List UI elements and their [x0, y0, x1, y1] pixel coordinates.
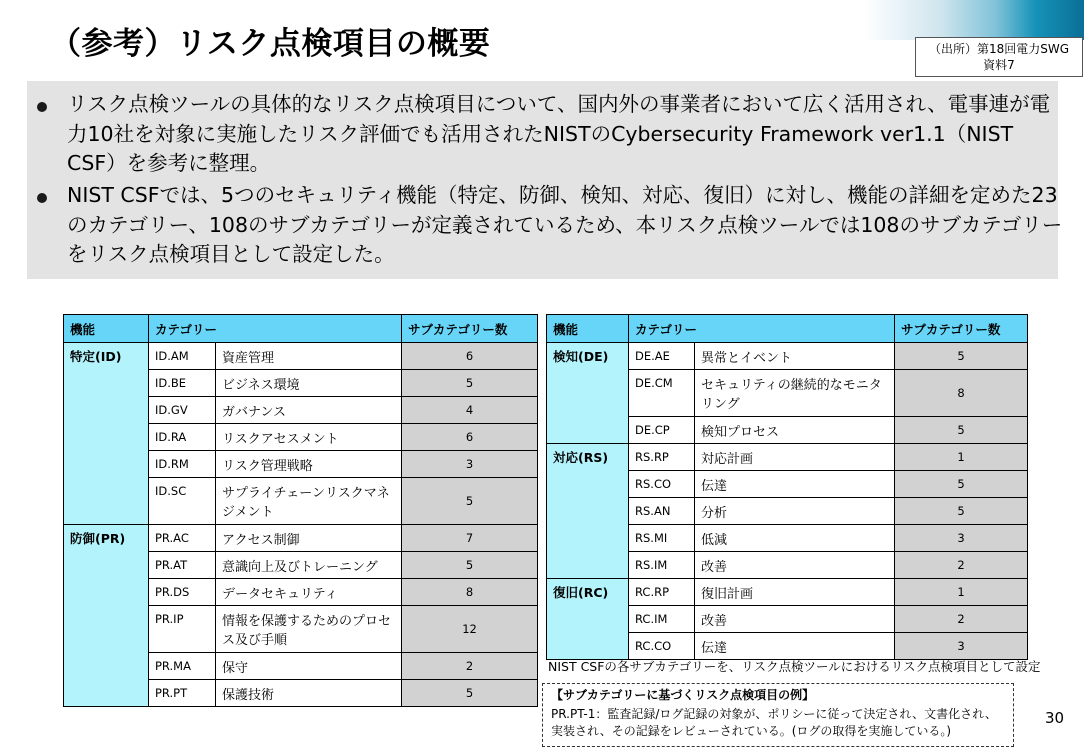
category-code: PR.AC — [149, 525, 216, 552]
category-code: DE.AE — [629, 343, 695, 370]
table-row — [547, 343, 1028, 370]
category-name: 異常とイベント — [695, 343, 895, 370]
table-row — [64, 343, 538, 370]
subcategory-count: 1 — [895, 444, 1028, 471]
category-code: PR.DS — [149, 579, 216, 606]
category-name: 保守 — [216, 653, 402, 680]
table-row — [64, 525, 538, 552]
header-function: 機能 — [64, 315, 149, 343]
subcategory-count: 5 — [402, 680, 538, 707]
category-code: RC.RP — [629, 579, 695, 606]
example-title: 【サブカテゴリーに基づくリスク点検項目の例】 — [551, 688, 815, 702]
category-name: ビジネス環境 — [216, 370, 402, 397]
category-code: ID.AM — [149, 343, 216, 370]
subcategory-count: 7 — [402, 525, 538, 552]
category-code: PR.IP — [149, 606, 216, 653]
subcategory-count: 2 — [895, 552, 1028, 579]
category-name: 検知プロセス — [695, 417, 895, 444]
summary-bullet-2-text: NIST CSFでは、5つのセキュリティ機能（特定、防御、検知、対応、復旧）に対し、機能の詳細を定めた23のカテゴリー、108のサブカテゴリーが定義されているため、本リスク点検ツールでは108のサブカテゴリーをリスク点検項目として設定した。 — [67, 183, 1063, 266]
category-code: DE.CM — [629, 370, 695, 417]
subcategory-count: 2 — [402, 653, 538, 680]
subcategory-count: 5 — [402, 370, 538, 397]
category-name: 情報を保護するためのプロセス及び手順 — [216, 606, 402, 653]
page-title: （参考）リスク点検項目の概要 — [50, 26, 491, 62]
category-name: 保護技術 — [216, 680, 402, 707]
category-name: 改善 — [695, 606, 895, 633]
summary-bullet-2 — [67, 181, 1067, 270]
example-box — [542, 683, 1014, 747]
category-code: RC.CO — [629, 633, 695, 660]
risk-items-table-left — [63, 314, 538, 707]
category-code: RS.AN — [629, 498, 695, 525]
category-name: サプライチェーンリスクマネジメント — [216, 478, 402, 525]
function-cell: 対応(RS) — [547, 444, 629, 579]
subcategory-count: 3 — [402, 451, 538, 478]
category-code: PR.AT — [149, 552, 216, 579]
table-row — [547, 444, 1028, 471]
subcategory-count: 3 — [895, 633, 1028, 660]
category-name: ガバナンス — [216, 397, 402, 424]
table-row — [547, 579, 1028, 606]
category-name: 意識向上及びトレーニング — [216, 552, 402, 579]
subcategory-count: 5 — [895, 498, 1028, 525]
subcategory-count: 5 — [895, 471, 1028, 498]
category-code: ID.BE — [149, 370, 216, 397]
table-header-row — [547, 315, 1028, 343]
category-name: 分析 — [695, 498, 895, 525]
subcategory-count: 6 — [402, 424, 538, 451]
category-name: 伝達 — [695, 471, 895, 498]
function-cell: 防御(PR) — [64, 525, 149, 707]
category-name: 低減 — [695, 525, 895, 552]
category-code: RS.CO — [629, 471, 695, 498]
category-name: 伝達 — [695, 633, 895, 660]
subcategory-count: 5 — [402, 478, 538, 525]
category-code: DE.CP — [629, 417, 695, 444]
example-body: PR.PT-1：監査記録/ログ記録の対象が、ポリシーに従って決定され、文書化され、実装され、その記録をレビューされている。(ログの取得を実施している。) — [551, 707, 997, 738]
subcategory-count: 2 — [895, 606, 1028, 633]
category-code: ID.RA — [149, 424, 216, 451]
table-note: NIST CSFの各サブカテゴリーを、リスク点検ツールにおけるリスク点検項目として設定 — [548, 659, 1041, 674]
source-citation — [915, 37, 1083, 77]
subcategory-count: 6 — [402, 343, 538, 370]
subcategory-count: 8 — [895, 370, 1028, 417]
category-code: RS.IM — [629, 552, 695, 579]
source-line-1: （出所）第18回電力SWG — [928, 42, 1070, 56]
header-function: 機能 — [547, 315, 629, 343]
header-category: カテゴリー — [629, 315, 895, 343]
bullet-dot-icon — [37, 102, 47, 112]
header-subcategory-count: サブカテゴリー数 — [895, 315, 1028, 343]
category-name: リスク管理戦略 — [216, 451, 402, 478]
header-decoration-bar — [864, 0, 1084, 40]
page-number: 30 — [1045, 709, 1065, 727]
category-code: ID.RM — [149, 451, 216, 478]
category-name: アクセス制御 — [216, 525, 402, 552]
category-code: ID.SC — [149, 478, 216, 525]
subcategory-count: 5 — [895, 343, 1028, 370]
category-name: 対応計画 — [695, 444, 895, 471]
function-cell: 復旧(RC) — [547, 579, 629, 660]
summary-bullet-1 — [67, 90, 1067, 179]
subcategory-count: 1 — [895, 579, 1028, 606]
risk-items-table-right — [546, 314, 1028, 660]
function-cell: 特定(ID) — [64, 343, 149, 525]
summary-bullet-1-text: リスク点検ツールの具体的なリスク点検項目について、国内外の事業者において広く活用され、電事連が電力10社を対象に実施したリスク評価でも活用されたNISTのCybersecurity Framework ver1.1（NIST CSF）を参考に整理。 — [67, 92, 1051, 175]
category-code: PR.PT — [149, 680, 216, 707]
subcategory-count: 5 — [895, 417, 1028, 444]
table-header-row — [64, 315, 538, 343]
bullet-dot-icon — [37, 193, 47, 203]
category-code: ID.GV — [149, 397, 216, 424]
function-cell: 検知(DE) — [547, 343, 629, 444]
subcategory-count: 3 — [895, 525, 1028, 552]
category-name: 改善 — [695, 552, 895, 579]
category-name: セキュリティの継続的なモニタリング — [695, 370, 895, 417]
summary-box — [27, 81, 1063, 279]
category-code: RC.IM — [629, 606, 695, 633]
category-name: リスクアセスメント — [216, 424, 402, 451]
category-name: データセキュリティ — [216, 579, 402, 606]
header-subcategory-count: サブカテゴリー数 — [402, 315, 538, 343]
category-code: RS.MI — [629, 525, 695, 552]
category-name: 復旧計画 — [695, 579, 895, 606]
category-name: 資産管理 — [216, 343, 402, 370]
subcategory-count: 4 — [402, 397, 538, 424]
subcategory-count: 12 — [402, 606, 538, 653]
category-code: PR.MA — [149, 653, 216, 680]
subcategory-count: 5 — [402, 552, 538, 579]
header-category: カテゴリー — [149, 315, 402, 343]
source-line-2: 資料7 — [983, 58, 1015, 72]
category-code: RS.RP — [629, 444, 695, 471]
subcategory-count: 8 — [402, 579, 538, 606]
